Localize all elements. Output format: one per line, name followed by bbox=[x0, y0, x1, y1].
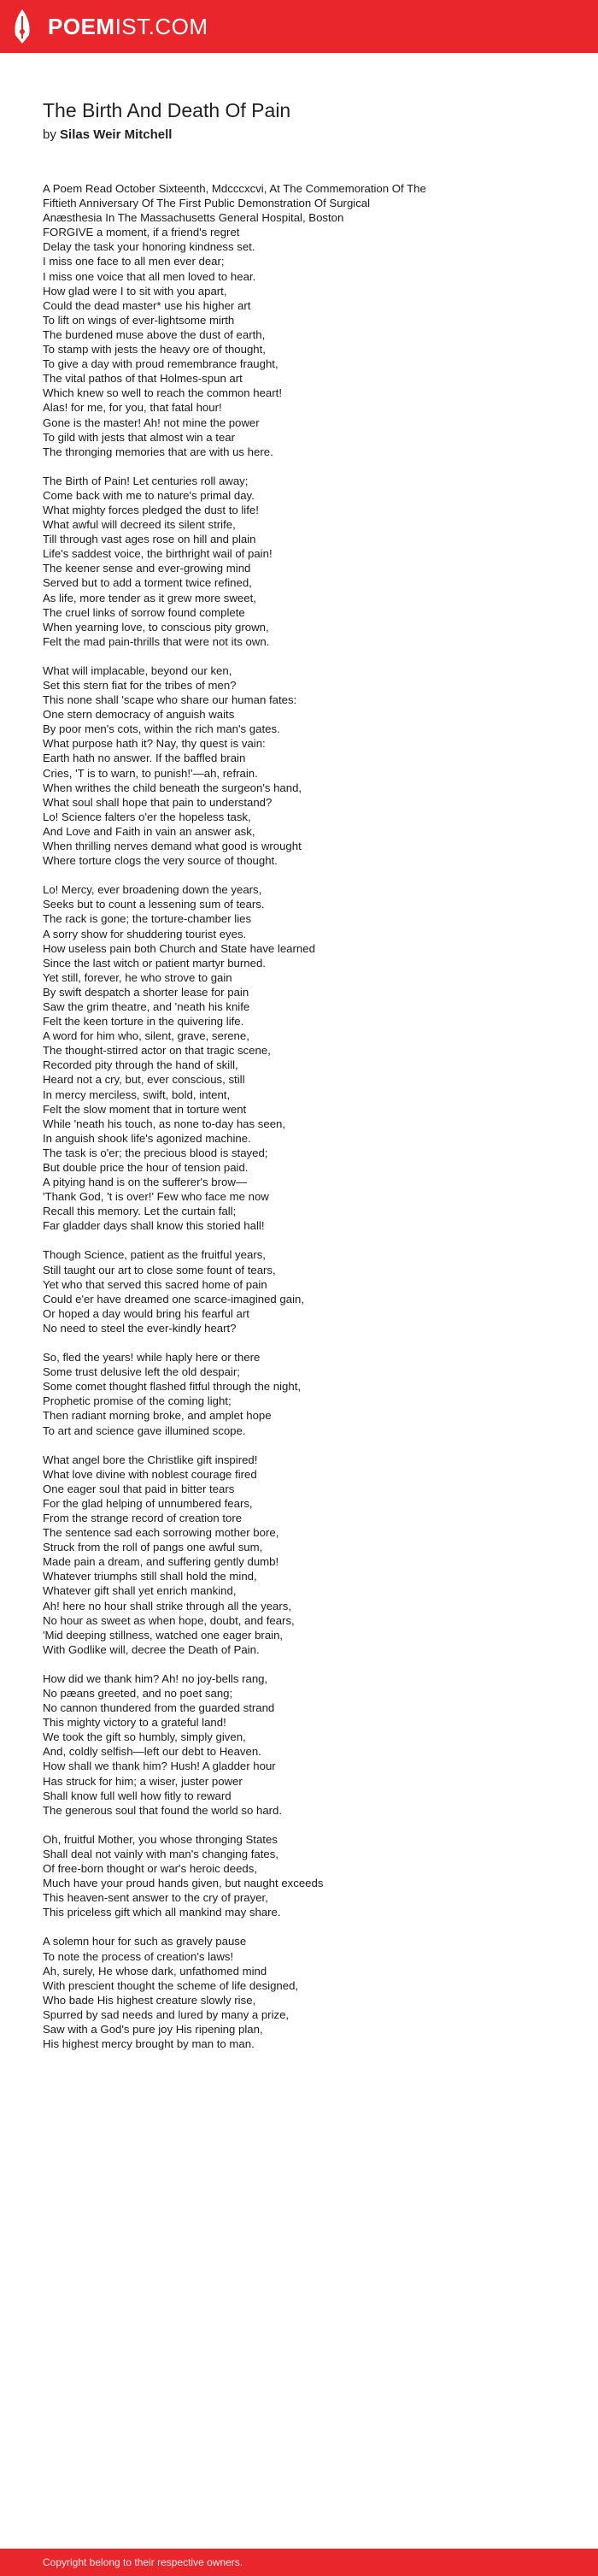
poem-line: In anguish shook life's agonized machine. bbox=[43, 1131, 251, 1145]
poem-line: We took the gift so humbly, simply given, bbox=[43, 1730, 246, 1744]
poem-line: Then radiant morning broke, and amplet hope bbox=[43, 1409, 272, 1423]
poem-line: Could e'er have dreamed one scarce-imagined gain, bbox=[43, 1292, 305, 1306]
poem-stanza bbox=[43, 1832, 555, 1920]
poem-line: Oh, fruitful Mother, you whose thronging States bbox=[43, 1832, 278, 1846]
intro-line: Anæsthesia In The Massachusetts General Hospital, Boston bbox=[43, 211, 344, 225]
poem-line: By poor men's cots, within the rich man's gates. bbox=[43, 722, 280, 736]
poem-line: Far gladder days shall know this storied hall! bbox=[43, 1219, 265, 1233]
poem-line: Where torture clogs the very source of thought. bbox=[43, 854, 278, 868]
poem-line: FORGIVE a moment, if a friend's regret bbox=[43, 226, 240, 239]
poem-line: How useless pain both Church and State have learned bbox=[43, 941, 315, 955]
poem-line: Ah, surely, He whose dark, unfathomed mind bbox=[43, 1964, 267, 1978]
poem-line: Shall deal not vainly with man's changing fates, bbox=[43, 1847, 278, 1860]
poem-line: One stern democracy of anguish waits bbox=[43, 708, 235, 722]
site-footer bbox=[0, 2549, 598, 2576]
poem-line: What will implacable, beyond our ken, bbox=[43, 663, 232, 677]
poem-line: Though Science, patient as the fruitful years, bbox=[43, 1248, 266, 1262]
poem-line: Felt the mad pain-thrills that were not its own. bbox=[43, 634, 270, 648]
poem-line: His highest mercy brought by man to man. bbox=[43, 2037, 255, 2051]
poem-line: Struck from the roll of pangs one awful sum, bbox=[43, 1541, 263, 1554]
poem-line: While 'neath his touch, as none to-day has seen, bbox=[43, 1117, 286, 1130]
poem-line: And Love and Faith in vain an answer ask, bbox=[43, 824, 255, 838]
poem-author[interactable]: Silas Weir Mitchell bbox=[60, 127, 173, 142]
poem-line: The sentence sad each sorrowing mother bore, bbox=[43, 1526, 279, 1540]
poem-line: Seeks but to count a lessening sum of tears. bbox=[43, 898, 265, 911]
poem-line: I miss one voice that all men loved to hear. bbox=[43, 269, 256, 283]
poem-line: Lo! Science falters o'er the hopeless task, bbox=[43, 810, 251, 823]
poem-intro bbox=[43, 181, 555, 225]
poem-line: With Godlike will, decree the Death of Pain. bbox=[43, 1642, 260, 1656]
poem-line: To note the process of creation's laws! bbox=[43, 1949, 234, 1963]
poem-line: For the glad helping of unnumbered fears, bbox=[43, 1496, 253, 1510]
poem-line: Spurred by sad needs and lured by many a prize, bbox=[43, 2007, 290, 2021]
poem-line: A word for him who, silent, grave, serene, bbox=[43, 1029, 249, 1043]
poem-line: Yet who that served this sacred home of pain bbox=[43, 1277, 267, 1291]
poem-stanza bbox=[43, 1934, 555, 2051]
poem-line: How shall we thank him? Hush! A gladder hour bbox=[43, 1760, 276, 1773]
poem-line: Which knew so well to reach the common heart! bbox=[43, 386, 282, 400]
poem-line: With prescient thought the scheme of life designed, bbox=[43, 1978, 299, 1992]
poem-line: Made pain a dream, and suffering gently dumb! bbox=[43, 1555, 279, 1569]
poem-line: One eager soul that paid in bitter tears bbox=[43, 1482, 235, 1495]
poem-line: But double price the hour of tension paid. bbox=[43, 1161, 249, 1174]
poem-line: When yearning love, to conscious pity grown, bbox=[43, 620, 269, 634]
poem-line: Delay the task your honoring kindness set. bbox=[43, 240, 255, 254]
poem-line: A sorry show for shuddering tourist eyes. bbox=[43, 927, 247, 940]
poem-line: Recall this memory. Let the curtain fall; bbox=[43, 1205, 237, 1218]
intro-line: A Poem Read October Sixteenth, Mdcccxcvi, At The Commemoration Of The bbox=[43, 182, 426, 195]
poem-line: To give a day with proud remembrance fraught, bbox=[43, 357, 278, 371]
poem-line: In mercy merciless, swift, bold, intent, bbox=[43, 1088, 231, 1101]
poem-stanza bbox=[43, 1247, 555, 1335]
poem-line: Felt the keen torture in the quivering life. bbox=[43, 1015, 244, 1029]
poem-line: And, coldly selfish—left our debt to Heaven. bbox=[43, 1745, 261, 1759]
poem-line: Since the last witch or patient martyr burned. bbox=[43, 956, 266, 970]
poem-line: The task is o'er; the precious blood is stayed; bbox=[43, 1146, 268, 1159]
poem-line: Heard not a cry, but, ever conscious, still bbox=[43, 1073, 245, 1087]
copyright-text: Copyright belong to their respective owners. bbox=[43, 2556, 243, 2568]
poem-line: Ah! here no hour shall strike through all the years, bbox=[43, 1599, 292, 1612]
logo-bold-part: POEM bbox=[48, 13, 115, 39]
poem-line: Yet still, forever, he who strove to gain bbox=[43, 970, 232, 984]
poem-line: Whatever triumphs still shall hold the mind, bbox=[43, 1570, 257, 1583]
poem-line: Whatever gift shall yet enrich mankind, bbox=[43, 1584, 237, 1598]
poem-line: 'Thank God, 't is over!' Few who face me now bbox=[43, 1190, 269, 1204]
poem-stanza bbox=[43, 882, 555, 1233]
poem-line: Till through vast ages rose on hill and plain bbox=[43, 533, 256, 546]
poem-line: Saw with a God's pure joy His ripening plan, bbox=[43, 2022, 263, 2036]
poem-line: Gone is the master! Ah! not mine the power bbox=[43, 416, 260, 429]
logo-rest-part: IST.COM bbox=[114, 13, 208, 39]
poem-line: Recorded pity through the hand of skill, bbox=[43, 1058, 238, 1072]
poem-line: Come back with me to nature's primal day. bbox=[43, 488, 255, 502]
poem-body bbox=[43, 225, 555, 2051]
poem-stanza bbox=[43, 1350, 555, 1438]
poem-line: No cannon thundered from the guarded strand bbox=[43, 1701, 275, 1715]
poem-byline bbox=[43, 127, 555, 142]
quill-pen-icon[interactable] bbox=[9, 8, 36, 45]
poem-line: Some comet thought flashed fitful through the night, bbox=[43, 1380, 302, 1394]
poem-line: The generous soul that found the world so hard. bbox=[43, 1803, 283, 1817]
poem-line: Could the dead master* use his higher art bbox=[43, 298, 251, 312]
poem-line: How did we thank him? Ah! no joy-bells rang, bbox=[43, 1671, 268, 1685]
poem-line: Shall know full well how fitly to reward bbox=[43, 1789, 232, 1802]
site-header bbox=[0, 0, 598, 53]
poem-line: No need to steel the ever-kindly heart? bbox=[43, 1321, 237, 1335]
poem-line: Prophetic promise of the coming light; bbox=[43, 1394, 232, 1408]
poem-line: From the strange record of creation tore bbox=[43, 1511, 243, 1524]
poem-line: To stamp with jests the heavy ore of thought, bbox=[43, 343, 266, 357]
poem-line: How glad were I to sit with you apart, bbox=[43, 284, 227, 298]
poem-line: Has struck for him; a wiser, juster power bbox=[43, 1774, 243, 1788]
poem-line: A solemn hour for such as gravely pause bbox=[43, 1935, 247, 1948]
poem-line: What mighty forces pledged the dust to life! bbox=[43, 503, 259, 516]
poem-stanza bbox=[43, 663, 555, 868]
poem-line: A pitying hand is on the sufferer's brow— bbox=[43, 1176, 248, 1189]
poem-line: This mighty victory to a grateful land! bbox=[43, 1716, 226, 1730]
poem-line: Saw the grim theatre, and 'neath his knife bbox=[43, 999, 250, 1013]
poem-line: To gild with jests that almost win a tear bbox=[43, 430, 236, 444]
poem-line: Felt the slow moment that in torture went bbox=[43, 1102, 247, 1116]
poem-line: The vital pathos of that Holmes-spun art bbox=[43, 372, 243, 386]
poem-line: Lo! Mercy, ever broadening down the years, bbox=[43, 883, 262, 897]
intro-line: Fiftieth Anniversary Of The First Public Demonstration Of Surgical bbox=[43, 197, 371, 210]
byline-prefix: by bbox=[43, 127, 56, 142]
poem-line: What awful will decreed its silent strife, bbox=[43, 518, 236, 532]
poem-stanza bbox=[43, 1453, 555, 1657]
poem-line: Life's saddest voice, the birthright wail of pain! bbox=[43, 547, 273, 561]
poem-line: So, fled the years! while haply here or there bbox=[43, 1351, 261, 1365]
poem-line: As life, more tender as it grew more sweet, bbox=[43, 591, 256, 604]
poem-line: Cries, 'T is to warn, to punish!'—ah, refrain. bbox=[43, 766, 258, 780]
poem-line: No pæans greeted, and no poet sang; bbox=[43, 1687, 233, 1700]
poem-line: The cruel links of sorrow found complete bbox=[43, 605, 245, 619]
poem-stanza bbox=[43, 474, 555, 649]
poem-line: I miss one face to all men ever dear; bbox=[43, 255, 225, 268]
poem-line: When writhes the child beneath the surgeon's hand, bbox=[43, 781, 302, 794]
poem-line: To lift on wings of ever-lightsome mirth bbox=[43, 313, 235, 327]
site-logo[interactable] bbox=[48, 14, 208, 40]
poem-line: This priceless gift which all mankind may share. bbox=[43, 1906, 281, 1919]
poem-stanza bbox=[43, 225, 555, 459]
poem-line: Set this stern fiat for the tribes of men? bbox=[43, 679, 237, 692]
poem-line: What soul shall hope that pain to understand? bbox=[43, 795, 273, 809]
poem-line: Served but to add a torment twice refined, bbox=[43, 576, 252, 590]
poem-line: 'Mid deeping stillness, watched one eager brain, bbox=[43, 1628, 284, 1642]
poem-title: The Birth And Death Of Pain bbox=[43, 99, 291, 121]
poem-line: Or hoped a day would bring his fearful art bbox=[43, 1306, 249, 1320]
poem-line: Still taught our art to close some fount of tears, bbox=[43, 1263, 276, 1276]
poem-content bbox=[0, 53, 598, 2051]
poem-line: Much have your proud hands given, but naught exceeds bbox=[43, 1877, 324, 1890]
poem-line: No hour as sweet as when hope, doubt, and fears, bbox=[43, 1613, 295, 1627]
poem-line: This heaven-sent answer to the cry of prayer, bbox=[43, 1891, 268, 1905]
poem-line: What purpose hath it? Nay, thy quest is vain: bbox=[43, 737, 266, 751]
poem-line: What love divine with noblest courage fired bbox=[43, 1467, 257, 1481]
poem-line: The Birth of Pain! Let centuries roll away; bbox=[43, 474, 249, 487]
poem-stanza bbox=[43, 1671, 555, 1818]
poem-line: The keener sense and ever-growing mind bbox=[43, 562, 251, 575]
poem-line: When thrilling nerves demand what good is wrought bbox=[43, 840, 302, 853]
poem-line: This none shall 'scape who share our human fates: bbox=[43, 693, 297, 707]
poem-line: What angel bore the Christlike gift inspired! bbox=[43, 1453, 258, 1466]
poem-line: Who bade His highest creature slowly rise, bbox=[43, 1993, 256, 2007]
poem-line: Some trust delusive left the old despair; bbox=[43, 1365, 240, 1379]
poem-line: Of free-born thought or war's heroic deeds, bbox=[43, 1862, 258, 1876]
poem-line: The thought-stirred actor on that tragic scene, bbox=[43, 1044, 271, 1058]
poem-line: The rack is gone; the torture-chamber lies bbox=[43, 912, 252, 926]
poem-line: The burdened muse above the dust of earth, bbox=[43, 327, 266, 341]
poem-line: The thronging memories that are with us here. bbox=[43, 445, 273, 458]
poem-line: Alas! for me, for you, that fatal hour! bbox=[43, 401, 222, 415]
poem-line: Earth hath no answer. If the baffled brain bbox=[43, 752, 246, 765]
poem-line: By swift despatch a shorter lease for pain bbox=[43, 985, 249, 999]
poem-line: To art and science gave illumined scope. bbox=[43, 1424, 246, 1437]
